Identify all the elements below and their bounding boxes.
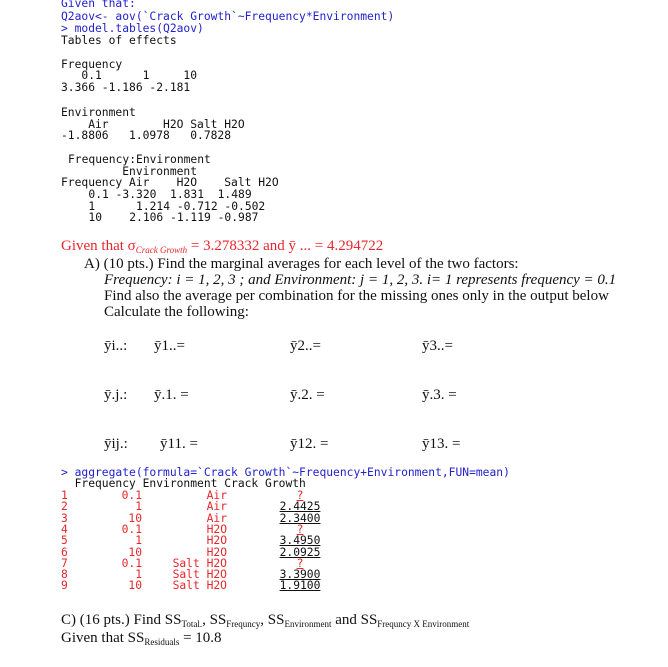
interaction-row: 0.1 -3.320 1.831 1.489	[68, 188, 252, 201]
interaction-row: 1 1.214 -0.712 -0.502	[68, 200, 266, 213]
aggregate-environment: H2O	[206, 545, 227, 559]
interaction-title: Frequency:Environment	[68, 153, 211, 166]
question-a-line1: A) (10 pts.) Find the marginal averages for each level of the two factors:	[84, 256, 519, 272]
aggregate-frequency: 10	[128, 511, 142, 525]
aggregate-frequency: 1	[135, 534, 142, 548]
aggregate-row-number: 7	[61, 556, 68, 570]
aggregate-row-number: 3	[61, 511, 68, 525]
aggregate-value: 2.0925	[279, 545, 321, 559]
aggregate-environment: Air	[206, 511, 227, 525]
aggregate-frequency: 0.1	[121, 489, 142, 502]
marginal-row-label: ȳi..:	[104, 338, 128, 354]
aggregate-environment: Salt H2O	[172, 579, 227, 593]
model-tables-command: > model.tables(Q2aov)	[61, 22, 204, 35]
aggregate-frequency: 1	[135, 500, 142, 514]
marginal-cell: ȳ.3. =	[422, 387, 457, 403]
aggregate-row-number: 6	[61, 545, 68, 559]
aggregate-row-number: 8	[61, 568, 68, 582]
aov-command: Q2aov<- aov(`Crack Growth`~Frequency*Environment)	[61, 10, 395, 23]
interaction-row: 10 2.106 -1.119 -0.987	[68, 211, 259, 224]
aggregate-header: Frequency Environment Crack Growth	[61, 477, 306, 490]
aggregate-frequency: 10	[128, 579, 142, 593]
aggregate-row-number: 5	[61, 534, 68, 548]
aggregate-command: > aggregate(formula=`Crack Growth`~Frequency+Environment,FUN=mean)	[61, 466, 510, 479]
aggregate-environment: Salt H2O	[172, 556, 227, 570]
given-stats: Given that $\sigma_{Crack Growth} = 3.278332$ and ȳ ... = 4.294722	[61, 238, 384, 255]
interaction-env-label: Environment	[61, 165, 198, 178]
aggregate-value: ?	[296, 489, 304, 502]
marginal-cell: ȳ12. =	[290, 436, 329, 452]
aggregate-environment: Salt H2O	[172, 568, 227, 582]
marginal-row-label: ȳij.:	[104, 436, 128, 452]
marginal-cell: ȳ2..=	[290, 338, 321, 354]
aggregate-value: 1.9100	[279, 579, 321, 593]
aggregate-row-number: 4	[61, 522, 68, 536]
question-c: C) (16 pts.) Find $SS_{Total.}$, $SS_{Frequncy}$, $SS_{Environment}$ and $SS_{Frequncy X Environment}$	[61, 612, 470, 629]
marginal-cell: ȳ11. =	[160, 436, 198, 452]
aggregate-environment: H2O	[206, 534, 227, 548]
marginal-cell: ȳ13. =	[422, 436, 461, 452]
frequency-title: Frequency	[61, 58, 123, 71]
aggregate-row-number: 9	[61, 579, 68, 593]
aggregate-frequency: 1	[135, 568, 142, 582]
question-a-line3: Find also the average per combination for the missing ones only in the output below	[104, 288, 609, 304]
aggregate-row-number: 1	[61, 489, 68, 502]
marginal-cell: ȳ.2. =	[290, 387, 325, 403]
aggregate-frequency: 10	[128, 545, 142, 559]
aggregate-frequency: 0.1	[121, 522, 142, 536]
aggregate-row-number: 2	[61, 500, 68, 514]
frequency-values: 3.366 -1.186 -2.181	[61, 81, 191, 94]
marginal-cell: ȳ.1. =	[154, 387, 189, 403]
marginal-row-label: ȳ.j.:	[104, 387, 128, 403]
aggregate-value: 2.3400	[279, 511, 321, 525]
environment-levels: Air H2O Salt H2O	[61, 118, 245, 131]
aggregate-environment: Air	[206, 489, 227, 502]
question-a-line4: Calculate the following:	[104, 304, 249, 320]
given-residuals: Given that $SS_{Residuals} = 10.8$	[61, 630, 222, 647]
marginal-cell: ȳ3..=	[422, 338, 453, 354]
aggregate-environment: H2O	[206, 522, 227, 536]
marginal-cell: ȳ1..=	[154, 338, 185, 354]
aggregate-value: ?	[296, 556, 304, 570]
interaction-header: Frequency Air H2O Salt H2O	[61, 176, 279, 189]
aggregate-frequency: 0.1	[121, 556, 142, 570]
aggregate-value: 3.3900	[279, 568, 321, 582]
frequency-levels: 0.1 1 10	[61, 69, 198, 82]
aggregate-environment: Air	[206, 500, 227, 514]
aggregate-value: ?	[296, 522, 304, 536]
environment-title: Environment	[61, 106, 136, 119]
tables-title: Tables of effects	[61, 34, 177, 47]
environment-values: -1.8806 1.0978 0.7828	[61, 129, 232, 142]
question-a-line2: Frequency: i = 1, 2, 3 ; and Environment: j = 1, 2, 3. i= 1 represents frequency = 0.1	[104, 272, 617, 288]
aggregate-value: 2.4425	[279, 500, 321, 514]
aggregate-value: 3.4950	[279, 534, 321, 548]
given-label: Given that:	[61, 0, 136, 10]
